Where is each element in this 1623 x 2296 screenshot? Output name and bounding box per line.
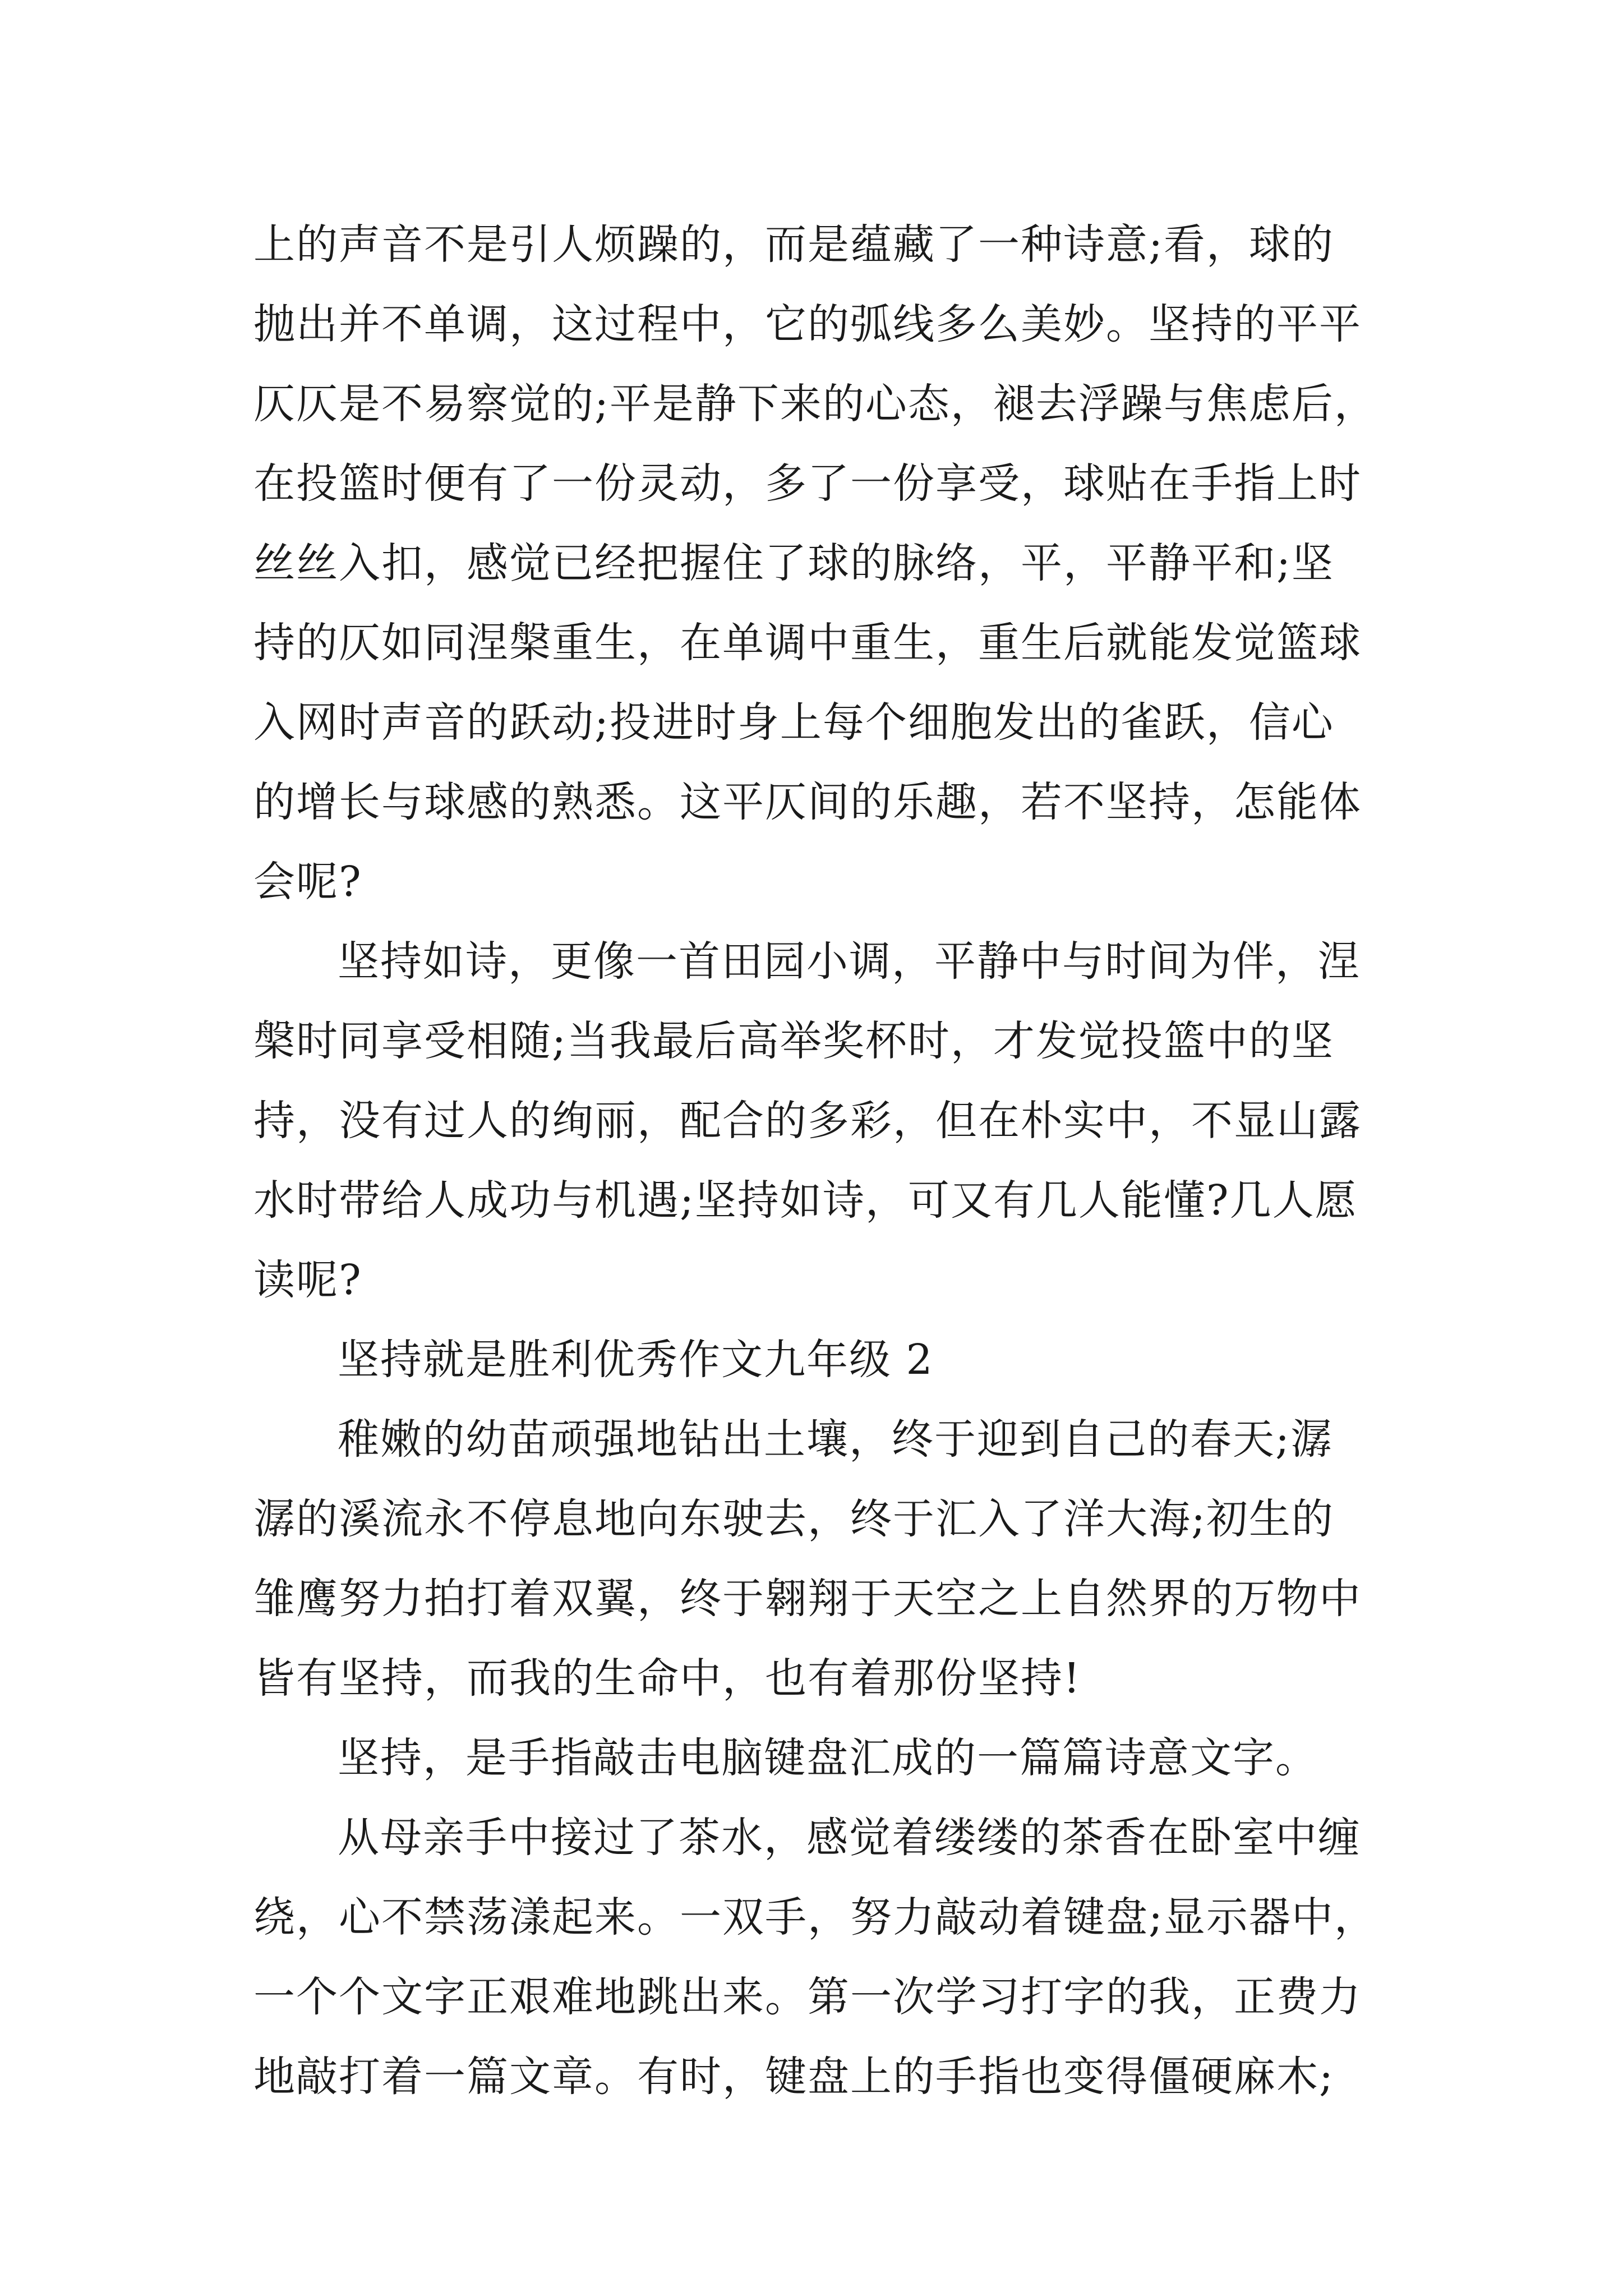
text-line: 抛出并不单调，这过程中，它的弧线多么美妙。坚持的平平 (253, 300, 1362, 348)
text-line: 水时带给人成功与机遇;坚持如诗，可又有几人能懂?几人愿 (253, 1176, 1358, 1225)
text-line: 一个个文字正艰难地跳出来。第一次学习打字的我，正费力 (253, 1973, 1362, 2021)
text-line: 地敲打着一篇文章。有时，键盘上的手指也变得僵硬麻木; (253, 2053, 1334, 2101)
text-line: 上的声音不是引人烦躁的，而是蕴藏了一种诗意;看，球的 (253, 220, 1334, 269)
text-line: 在投篮时便有了一份灵动，多了一份享受，球贴在手指上时 (253, 459, 1362, 508)
text-line: 持的仄如同涅槃重生，在单调中重生，重生后就能发觉篮球 (253, 619, 1362, 667)
paragraph-start-line: 稚嫩的幼苗顽强地钻出土壤，终于迎到自己的春天;潺 (338, 1415, 1333, 1464)
paragraph-start-line: 坚持如诗，更像一首田园小调，平静中与时间为伴，涅 (338, 937, 1361, 986)
document-body (253, 205, 1386, 2116)
text-line: 入网时声音的跃动;投进时身上每个细胞发出的雀跃，信心 (253, 698, 1334, 747)
text-line: 绕，心不禁荡漾起来。一双手，努力敲动着键盘;显示器中， (253, 1893, 1377, 1941)
text-line: 读呢? (253, 1256, 362, 1304)
section-heading: 坚持就是胜利优秀作文九年级 2 (338, 1336, 934, 1384)
text-line: 槃时同享受相随;当我最后高举奖杯时，才发觉投篮中的坚 (253, 1017, 1334, 1065)
text-line: 持，没有过人的绚丽，配合的多彩，但在朴实中，不显山露 (253, 1097, 1362, 1145)
text-line: 雏鹰努力拍打着双翼，终于翱翔于天空之上自然界的万物中 (253, 1575, 1362, 1623)
paragraph-start-line: 从母亲手中接过了茶水，感觉着缕缕的茶香在卧室中缠 (338, 1814, 1361, 1862)
text-line: 会呢? (253, 858, 362, 906)
paragraph-start-line: 坚持，是手指敲击电脑键盘汇成的一篇篇诗意文字。 (338, 1734, 1318, 1782)
text-line: 丝丝入扣，感觉已经把握住了球的脉络，平，平静平和;坚 (253, 539, 1334, 587)
text-line: 仄仄是不易察觉的;平是静下来的心态，褪去浮躁与焦虑后， (253, 380, 1377, 428)
text-line: 皆有坚持，而我的生命中，也有着那份坚持! (253, 1654, 1081, 1703)
text-line: 的增长与球感的熟悉。这平仄间的乐趣，若不坚持，怎能体 (253, 778, 1362, 826)
text-line: 潺的溪流永不停息地向东驶去，终于汇入了洋大海;初生的 (253, 1495, 1334, 1543)
